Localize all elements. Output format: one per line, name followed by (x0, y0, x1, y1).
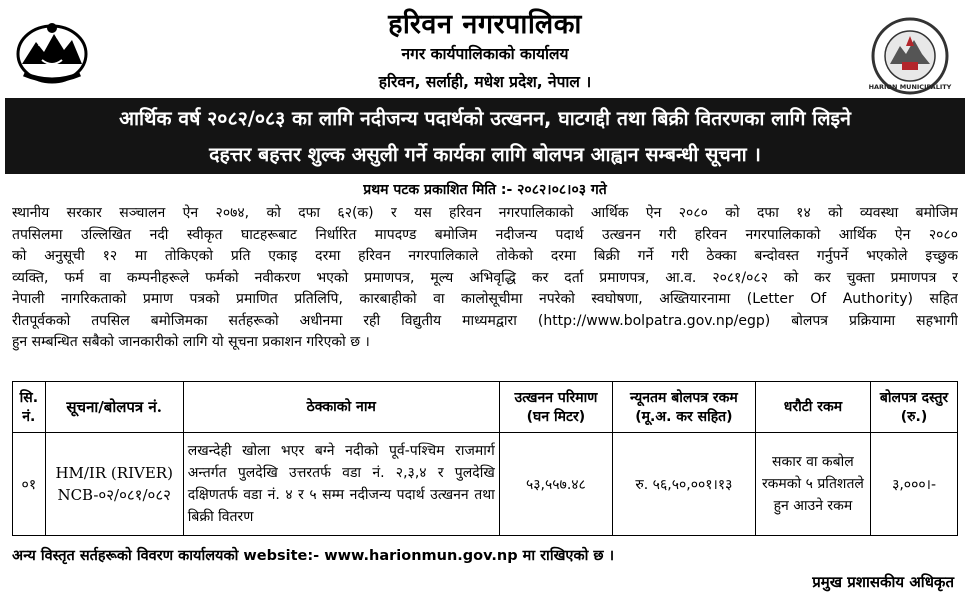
notice-title-line1: आर्थिक वर्ष २०८२/०८३ का लागि नदीजन्य पदार्थको उत्खनन, घाटगद्दी तथा बिक्री वितरणका लागि लिइने (119, 107, 851, 130)
body-line: हुन सम्बन्धित सबैको जानकारीको लागि यो सूचना प्रकाशन गरिएको छ । (12, 334, 370, 350)
body-line: व्यक्ति, फर्म वा कम्पनीहरूले फर्मको नवीकरण भएको प्रमाणपत्र, मूल्य अभिवृद्धि कर दर्ता प्रमाणपत्र, आ.व. २०८१/०८२ को कर चुक्ता प्रमाणपत्र र (12, 269, 958, 286)
header-fee: बोलपत्र दस्तुर (रु.) (871, 382, 958, 433)
header-notice-no: सूचना/बोलपत्र नं. (45, 382, 183, 433)
office-name: नगर कार्यपालिकाको कार्यालय (401, 45, 569, 63)
signatory-title: प्रमुख प्रशासकीय अधिकृत (812, 573, 954, 591)
cell-contract-name: लखन्देही खोला भएर बग्ने नदीको पूर्व-पश्चिम राजमार्ग अन्तर्गत पुलदेखि उत्तरतर्फ वडा नं. २,३,४ र पुलदेखि दक्षिणतर्फ वडा नं. ४ र ५ सम्म नदीजन्य पदार्थ उत्खनन तथा बिक्री वितरण (183, 433, 499, 536)
letterhead (0, 0, 970, 98)
body-line: नेपाली नागरिकताको प्रमाण पत्रको प्रमाणित प्रतिलिपि, कारबाहीको वा कालोसूचीमा नपरेको स्वघोषणा, अख्तियारनामा (Letter Of Authority) सहित (12, 291, 958, 307)
header-quantity: उत्खनन परिमाण (घन मिटर) (499, 382, 612, 433)
cell-fee: ३,०००।- (871, 433, 958, 536)
cell-deposit: सकार वा कबोल रकमको ५ प्रतिशतले हुन आउने रकम (755, 433, 870, 536)
notice-title-banner (5, 98, 965, 174)
header-sn: सि. नं. (13, 382, 46, 433)
cell-quantity: ५३,५५७.४८ (499, 433, 612, 536)
cell-sn: ०१ (13, 433, 46, 536)
notice-title-line2: दहत्तर बहत्तर शुल्क असुली गर्ने कार्यका लागि बोलपत्र आह्वान सम्बन्धी सूचना । (209, 143, 761, 166)
body-line: रीतपूर्वकको तपसिल बमोजिमका सर्तहरूको अधीनमा रही विद्युतीय माध्यमद्वारा (http://www.bolpatra.gov.np/egp) बोलपत्र प्रक्रियामा सहभागी (12, 312, 958, 329)
header-contract-name: ठेक्काको नाम (183, 382, 499, 433)
body-line: तपसिलमा उल्लिखित नदी स्वीकृत घाटहरूबाट निर्धारित मापदण्ड बमोजिम नदीजन्य पदार्थ उत्खनन गरी हरिवन नगरपालिकाको आर्थिक ऐन २०८० (12, 226, 958, 243)
tender-table (12, 381, 958, 536)
notice-body (12, 203, 958, 354)
header-min-bid: न्यूनतम बोलपत्र रकम (मू.अ. कर सहित) (613, 382, 756, 433)
footer-website-note: अन्य विस्तृत सर्तहरूको विवरण कार्यालयको website:- www.harionmun.gov.np मा राखिएको छ । (12, 548, 615, 564)
cell-notice-no: HM/IR (RIVER) NCB-०२/०८१/०८२ (45, 433, 183, 536)
municipality-seal-icon (866, 16, 954, 96)
header-deposit: धरौटी रकम (755, 382, 870, 433)
cell-min-bid: रु. ५६,५०,००१।१३ (613, 433, 756, 536)
office-address: हरिवन, सर्लाही, मधेश प्रदेश, नेपाल । (378, 73, 592, 91)
table-row (13, 433, 958, 536)
table-header-row (13, 382, 958, 433)
body-line: को अनुसूची १२ मा तोकिएको प्रति एकाइ दरमा हरिवन नगरपालिकाले तोकेको दरमा बिक्री गर्ने गरी ठेक्का बन्दोवस्त गर्नुपर्ने भएकोले इच्छुक (12, 248, 958, 264)
svg-text:HARION MUNICIPALITY: HARION MUNICIPALITY (868, 83, 952, 91)
body-line: स्थानीय सरकार सञ्चालन ऐन २०७४, को दफा ६२(क) र यस हरिवन नगरपालिकाको आर्थिक ऐन २०८० को दफा १४ को व्यवस्था बमोजिम (12, 205, 958, 221)
publication-date: प्रथम पटक प्रकाशित मिति :- २०८२।०८।०३ गते (363, 182, 607, 198)
org-name: हरिवन नगरपालिका (388, 9, 582, 40)
